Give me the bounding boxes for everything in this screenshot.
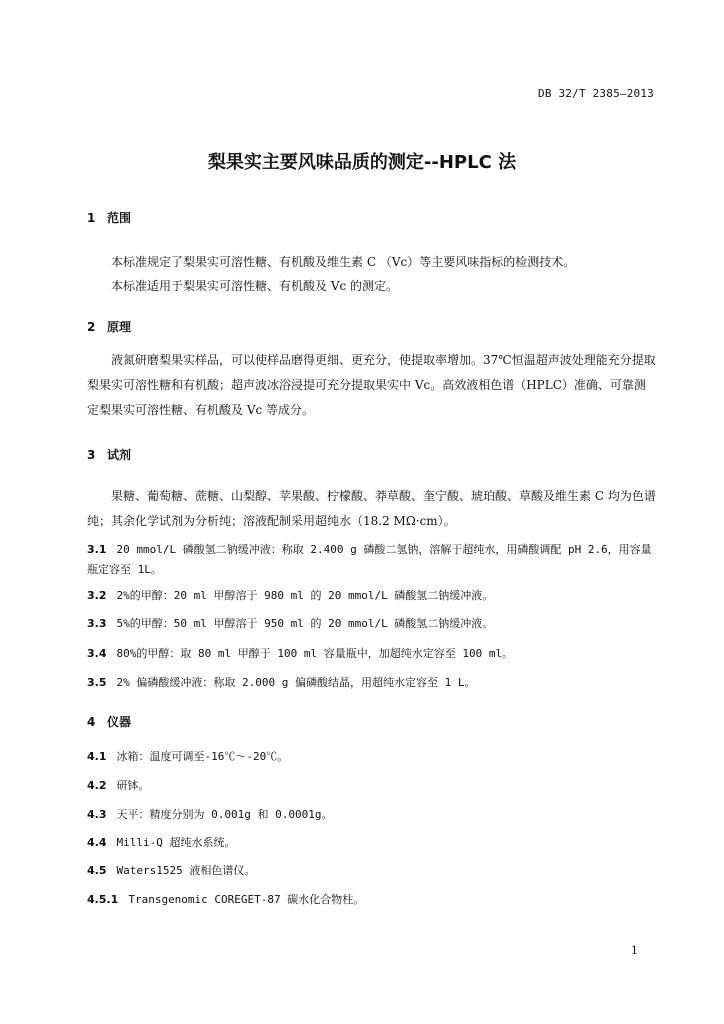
- item-text: 20 mmol/L 磷酸氢二钠缓冲液：称取 2.400 g 磷酸二氢钠，溶解于超纯水，用磷酸调配 pH 2.6，用容量瓶定容至 1L。: [87, 543, 652, 576]
- item-number: 4.5: [87, 864, 107, 877]
- section-title: 原理: [107, 320, 132, 334]
- item-text: Waters1525 液相色谱仪。: [116, 864, 256, 877]
- list-item: [87, 861, 662, 881]
- section-heading-principle: [87, 318, 131, 335]
- section-heading-reagents: [87, 446, 131, 463]
- list-item: [87, 614, 662, 634]
- paragraph: 本标准规定了梨果实可溶性糖、有机酸及维生素 C （Vc）等主要风味指标的检测技术。: [111, 255, 576, 269]
- list-item: [87, 776, 662, 796]
- item-text: 80%的甲醇：取 80 ml 甲醇于 100 ml 容量瓶中，加超纯水定容至 100 ml。: [116, 647, 514, 660]
- doc-code: DB 32/T 2385—2013: [538, 87, 654, 100]
- item-number: 3.4: [87, 647, 107, 660]
- section-title: 试剂: [107, 448, 132, 462]
- item-text: Milli-Q 超纯水系统。: [116, 836, 236, 849]
- section-number: 2: [87, 320, 96, 334]
- item-text: 研钵。: [116, 779, 150, 792]
- paragraph: 果糖、葡萄糖、蔗糖、山梨醇、苹果酸、柠檬酸、莽草酸、奎宁酸、琥珀酸、草酸及维生素 C 均为色谱纯；其余化学试剂为分析纯；溶液配制采用超纯水（18.2 MΩ·cm）。: [87, 489, 656, 528]
- paragraph: 本标准适用于梨果实可溶性糖、有机酸及 Vc 的测定。: [111, 279, 399, 293]
- page-number: 1: [631, 944, 638, 957]
- item-text: Transgenomic COREGET-87 碳水化合物柱。: [128, 893, 365, 906]
- item-number: 4.1: [87, 750, 107, 763]
- item-text: 冰箱：温度可调至-16℃～-20℃。: [116, 750, 289, 763]
- list-item: [87, 673, 662, 693]
- item-number: 4.5.1: [87, 893, 119, 906]
- list-item: [87, 586, 662, 606]
- item-number: 4.4: [87, 836, 107, 849]
- list-item: [87, 644, 662, 664]
- item-number: 3.2: [87, 589, 107, 602]
- page-title: 梨果实主要风味品质的测定--HPLC 法: [207, 152, 517, 173]
- section-heading-instruments: [87, 713, 131, 730]
- item-number: 4.2: [87, 779, 107, 792]
- item-text: 2%的甲醇：20 ml 甲醇溶于 980 ml 的 20 mmol/L 磷酸氢二钠缓冲液。: [116, 589, 494, 602]
- item-number: 3.5: [87, 676, 107, 689]
- paragraph: 液氮研磨梨果实样品，可以使样品磨得更细、更充分，使提取率增加。37℃恒温超声波处理能充分提取梨果实可溶性糖和有机酸；超声波冰浴浸提可充分提取果实中 Vc。高效液相色谱（HPLC）准确、可靠测定梨果实可溶性糖、有机酸及 Vc 等成分。: [87, 353, 656, 417]
- item-text: 5%的甲醇：50 ml 甲醇溶于 950 ml 的 20 mmol/L 磷酸氢二钠缓冲液。: [116, 617, 494, 630]
- list-item: [87, 540, 662, 580]
- section-number: 1: [87, 211, 96, 225]
- item-number: 3.1: [87, 543, 107, 556]
- item-number: 3.3: [87, 617, 107, 630]
- item-text: 天平：精度分别为 0.001g 和 0.0001g。: [116, 808, 333, 821]
- list-item: [87, 805, 662, 825]
- section-number: 3: [87, 448, 96, 462]
- section-title: 范围: [107, 211, 132, 225]
- list-item: [87, 833, 662, 853]
- section-title: 仪器: [107, 715, 132, 729]
- section-heading-scope: [87, 209, 131, 226]
- list-item: [87, 747, 662, 767]
- item-number: 4.3: [87, 808, 107, 821]
- item-text: 2% 偏磷酸缓冲液：称取 2.000 g 偏磷酸结晶，用超纯水定容至 1 L。: [116, 676, 476, 689]
- list-item: [87, 890, 662, 910]
- section-number: 4: [87, 715, 96, 729]
